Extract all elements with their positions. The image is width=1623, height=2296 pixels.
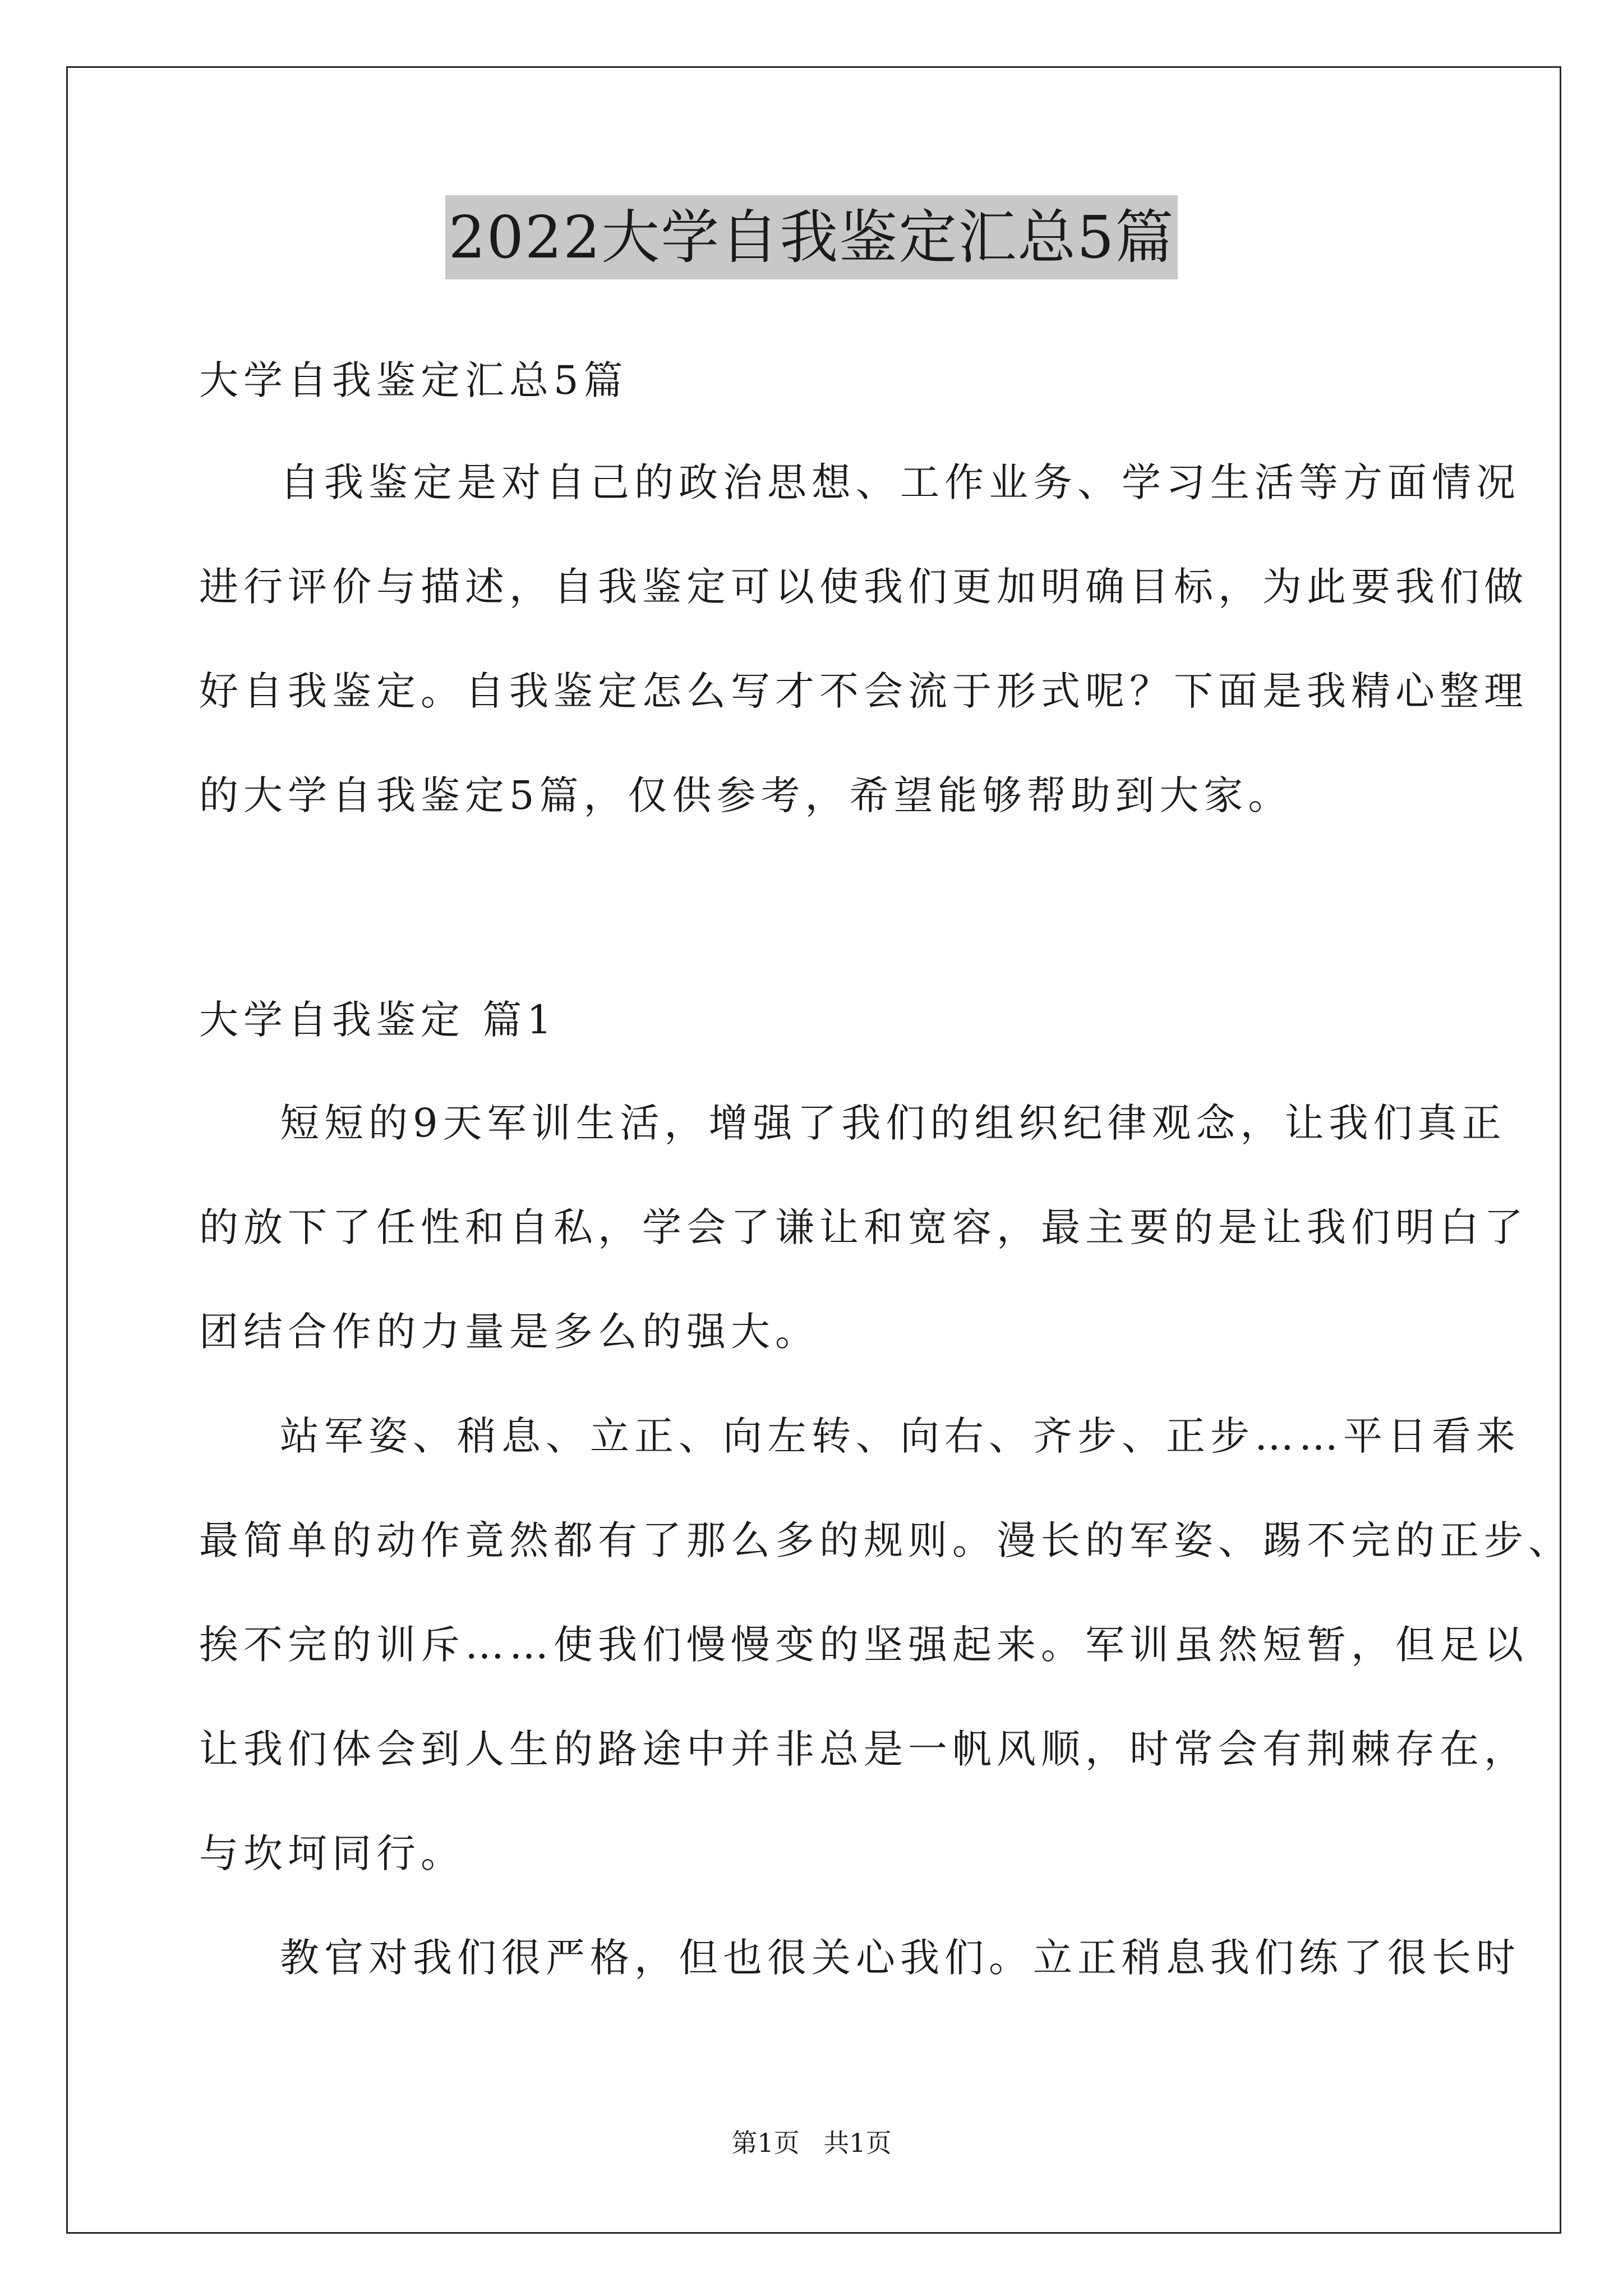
paragraph-line: 让我们体会到人生的路途中并非总是一帆风顺，时常会有荆棘存在， — [199, 1726, 1528, 1772]
intro-line: 好自我鉴定。自我鉴定怎么写才不会流于形式呢？下面是我精心整理 — [199, 668, 1528, 714]
section-heading: 大学自我鉴定 篇1 — [199, 997, 557, 1043]
intro-line: 自我鉴定是对自己的政治思想、工作业务、学习生活等方面情况 — [280, 459, 1520, 505]
page-number: 第1页 — [731, 2128, 800, 2158]
intro-line: 的大学自我鉴定5篇，仅供参考，希望能够帮助到大家。 — [199, 772, 1293, 818]
intro-line: 进行评价与描述，自我鉴定可以使我们更加明确目标，为此要我们做 — [199, 564, 1528, 610]
paragraph-line: 与坎坷同行。 — [199, 1830, 465, 1876]
paragraph-line: 短短的9天军训生活，增强了我们的组织纪律观念，让我们真正 — [280, 1100, 1506, 1146]
title-container — [0, 195, 1623, 279]
paragraph-line: 站军姿、稍息、立正、向左转、向右、齐步、正步……平日看来 — [280, 1413, 1520, 1459]
paragraph-line: 团结合作的力量是多么的强大。 — [199, 1309, 819, 1355]
document-subtitle: 大学自我鉴定汇总5篇 — [199, 357, 628, 403]
page-total: 共1页 — [823, 2128, 892, 2158]
page-footer — [0, 2126, 1623, 2160]
paragraph-line: 教官对我们很严格，但也很关心我们。立正稍息我们练了很长时 — [280, 1935, 1520, 1981]
document-title: 2022大学自我鉴定汇总5篇 — [445, 195, 1178, 279]
paragraph-line: 最简单的动作竟然都有了那么多的规则。漫长的军姿、踢不完的正步、 — [199, 1517, 1573, 1563]
paragraph-line: 的放下了任性和自私，学会了谦让和宽容，最主要的是让我们明白了 — [199, 1204, 1528, 1250]
paragraph-line: 挨不完的训斥……使我们慢慢变的坚强起来。军训虽然短暂，但足以 — [199, 1622, 1528, 1668]
